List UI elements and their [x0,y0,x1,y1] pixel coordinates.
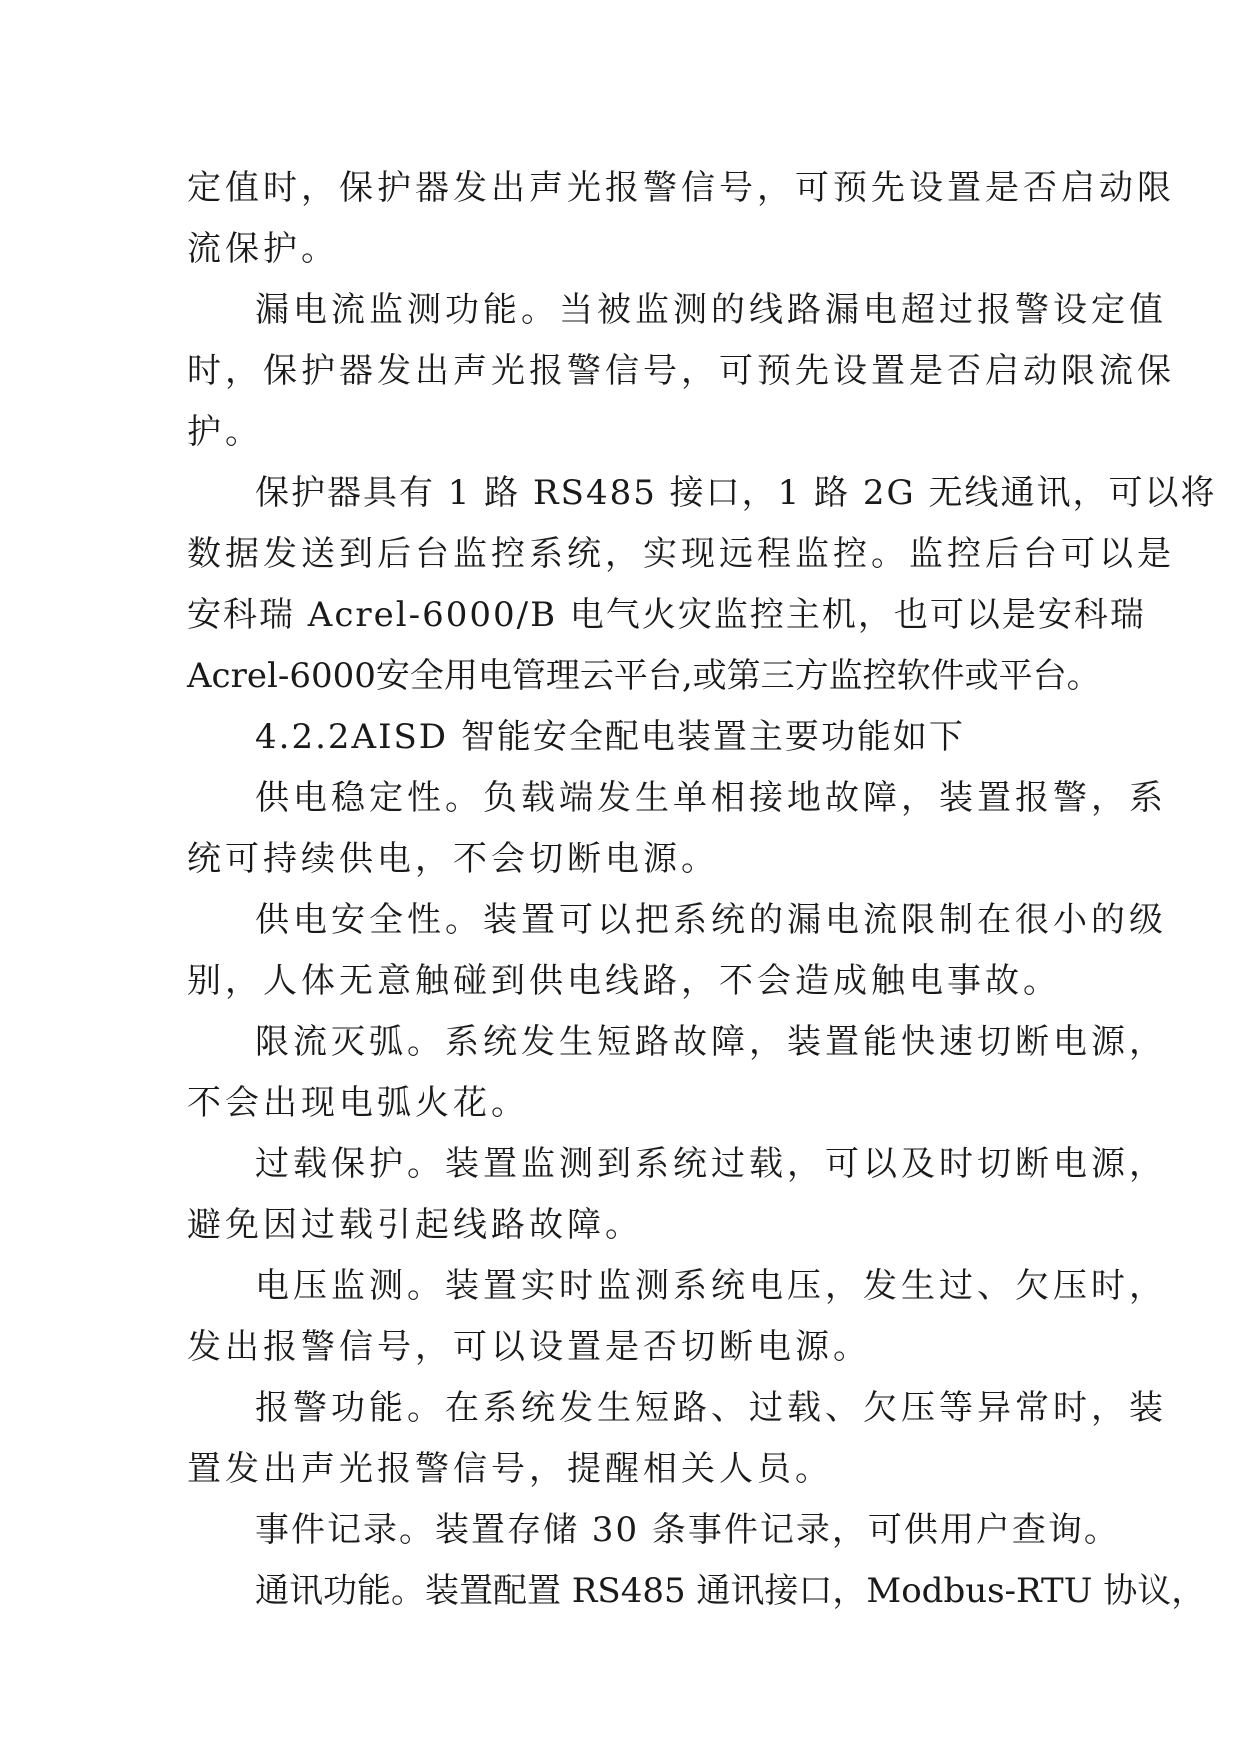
document-body [187,158,1217,1622]
paragraph-line: 置发出声光报警信号，提醒相关人员。 [187,1449,833,1489]
paragraph-line: 电压监测。装置实时监测系统电压，发生过、欠压时， [255,1266,1167,1306]
paragraph-line: 时，保护器发出声光报警信号，可预先设置是否启动限流保 [187,351,1175,391]
paragraph-line: 限流灭弧。系统发生短路故障，装置能快速切断电源， [255,1022,1167,1062]
paragraph-line: 数据发送到后台监控系统，实现远程监控。监控后台可以是 [187,534,1175,574]
section-heading: 4.2.2AISD 智能安全配电装置主要功能如下 [255,717,965,757]
paragraph-line: Acrel-6000安全用电管理云平台,或第三方监控软件或平台。 [187,656,1101,696]
paragraph-line: 别，人体无意触碰到供电线路，不会造成触电事故。 [187,961,1061,1001]
paragraph-line: 供电安全性。装置可以把系统的漏电流限制在很小的级 [255,900,1167,940]
paragraph-line: 过载保护。装置监测到系统过载，可以及时切断电源， [255,1144,1167,1184]
paragraph-line: 事件记录。装置存储 30 条事件记录，可供用户查询。 [255,1510,1120,1550]
paragraph-line: 安科瑞 Acrel-6000/B 电气火灾监控主机，也可以是安科瑞 [187,595,1146,635]
paragraph-line: 护。 [187,412,263,452]
paragraph-line: 不会出现电弧火花。 [187,1083,529,1123]
paragraph-line: 统可持续供电，不会切断电源。 [187,839,719,879]
paragraph-line: 通讯功能。装置配置 RS485 通讯接口，Modbus-RTU 协议， [255,1571,1206,1611]
paragraph-line: 报警功能。在系统发生短路、过载、欠压等异常时，装 [255,1388,1167,1428]
paragraph-line: 发出报警信号，可以设置是否切断电源。 [187,1327,871,1367]
paragraph-line: 保护器具有 1 路 RS485 接口，1 路 2G 无线通讯，可以将 [255,473,1217,513]
paragraph-line: 避免因过载引起线路故障。 [187,1205,643,1245]
paragraph-line: 供电稳定性。负载端发生单相接地故障，装置报警，系 [255,778,1167,818]
paragraph-line: 漏电流监测功能。当被监测的线路漏电超过报警设定值 [255,290,1167,330]
paragraph-line: 定值时，保护器发出声光报警信号，可预先设置是否启动限 [187,168,1175,208]
paragraph-line: 流保护。 [187,229,339,269]
